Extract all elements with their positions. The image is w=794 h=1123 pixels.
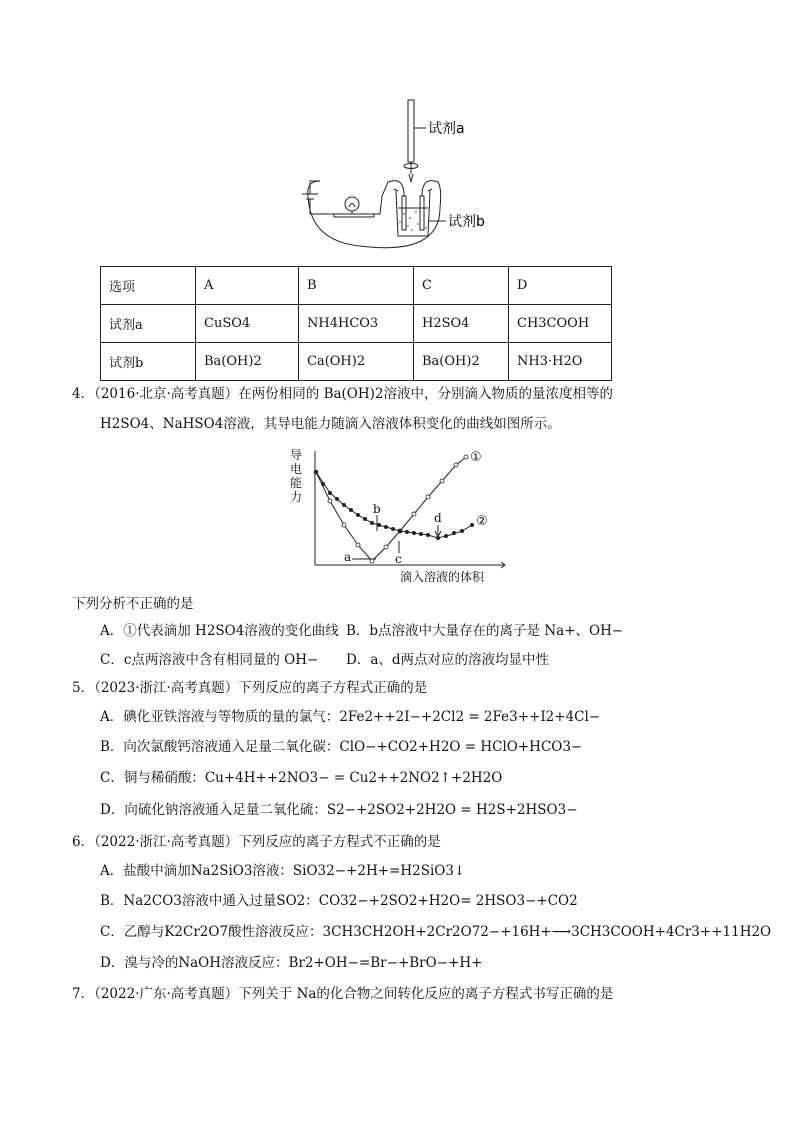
table-cell: Ca(OH)2 <box>299 343 414 381</box>
q4-prompt: 下列分析不正确的是 <box>72 596 194 612</box>
curve-2-points <box>314 470 474 540</box>
table-cell: 试剂b <box>101 343 196 381</box>
table-cell: H2SO4 <box>414 305 509 343</box>
point-c-label: c <box>395 552 402 566</box>
q6-option-a: A．盐酸中滴加Na2SiO3溶液：SiO32−+2H+=H2SiO3↓ <box>100 863 466 879</box>
curve-2-label: ② <box>476 514 488 529</box>
curve-1-label: ① <box>470 450 482 465</box>
table-cell: D <box>509 267 612 305</box>
q5-option-d: D．向硫化钠溶液通入足量二氧化硫：S2−+2SO2+2H2O = H2S+2HSO3− <box>100 802 578 818</box>
conductivity-apparatus-figure <box>290 96 530 256</box>
q6-stem: 6．（2022·浙江·高考真题）下列反应的离子方程式不正确的是 <box>72 834 441 850</box>
curve-1-line <box>316 457 466 561</box>
table-cell: 试剂a <box>101 305 196 343</box>
point-a-label: a <box>344 550 352 564</box>
table-row <box>101 305 612 343</box>
table-cell: CH3COOH <box>509 305 612 343</box>
q5-option-a: A．碘化亚铁溶液与等物质的量的氯气：2Fe2++2I−+2Cl2 = 2Fe3++I2+4Cl− <box>100 709 601 725</box>
q5-option-c: C．铜与稀硝酸：Cu+4H++2NO3− = Cu2++2NO2↑+2H2O <box>100 770 503 786</box>
q4-option-b: B．b点溶液中大量存在的离子是 Na+、OH− <box>346 623 624 639</box>
q6-option-c: C．乙醇与K2Cr2O7酸性溶液反应：3CH3CH2OH+2Cr2O72−+16H+⟶3CH3COOH+4Cr3++11H2O <box>100 924 772 940</box>
table-cell: Ba(OH)2 <box>196 343 299 381</box>
y-axis-label-char: 电 <box>290 462 303 476</box>
q4-stem-line1: 4．（2016·北京·高考真题）在两份相同的 Ba(OH)2溶液中，分别滴入物质的量浓度相等的 <box>72 386 614 402</box>
q5-option-b: B．向次氯酸钙溶液通入足量二氧化碳：ClO−+CO2+H2O = HClO+HCO3− <box>100 739 583 755</box>
table-row <box>101 267 612 305</box>
table-cell: A <box>196 267 299 305</box>
y-axis-label-char: 能 <box>290 476 303 490</box>
point-d-label: d <box>434 511 442 525</box>
table-cell: Ba(OH)2 <box>414 343 509 381</box>
x-axis-label: 滴入溶液的体积 <box>400 570 485 584</box>
table-cell: CuSO4 <box>196 305 299 343</box>
q4-option-d: D．a、d两点对应的溶液均显中性 <box>346 652 550 668</box>
table-cell: NH4HCO3 <box>299 305 414 343</box>
q6-option-b: B．Na2CO3溶液中通入过量SO2：CO32−+2SO2+H2O= 2HSO3−+CO2 <box>100 893 578 909</box>
reagent-options-table <box>100 266 612 381</box>
point-b-label: b <box>373 502 381 516</box>
table-cell: NH3·H2O <box>509 343 612 381</box>
reagent-a-label: 试剂a <box>428 121 465 137</box>
table-cell: C <box>414 267 509 305</box>
y-axis-label-char: 力 <box>290 490 303 504</box>
q4-stem-line2: H2SO4、NaHSO4溶液，其导电能力随滴入溶液体积变化的曲线如图所示。 <box>100 416 561 432</box>
y-axis-label-char: 导 <box>290 448 303 462</box>
q6-option-d: D．溴与冷的NaOH溶液反应：Br2+OH−=Br−+BrO−+H+ <box>100 955 483 971</box>
q5-stem: 5．（2023·浙江·高考真题）下列反应的离子方程式正确的是 <box>72 680 428 696</box>
table-row <box>101 343 612 381</box>
conductivity-curve-figure <box>282 443 512 588</box>
table-cell: 选项 <box>101 267 196 305</box>
reagent-b-label: 试剂b <box>448 214 485 230</box>
q4-option-c: C．c点两溶液中含有相同量的 OH− <box>100 652 319 668</box>
table-cell: B <box>299 267 414 305</box>
q7-stem: 7．（2022·广东·高考真题）下列关于 Na的化合物之间转化反应的离子方程式书写正确的是 <box>72 986 614 1002</box>
q4-option-a: A．①代表滴加 H2SO4溶液的变化曲线 <box>100 623 339 639</box>
